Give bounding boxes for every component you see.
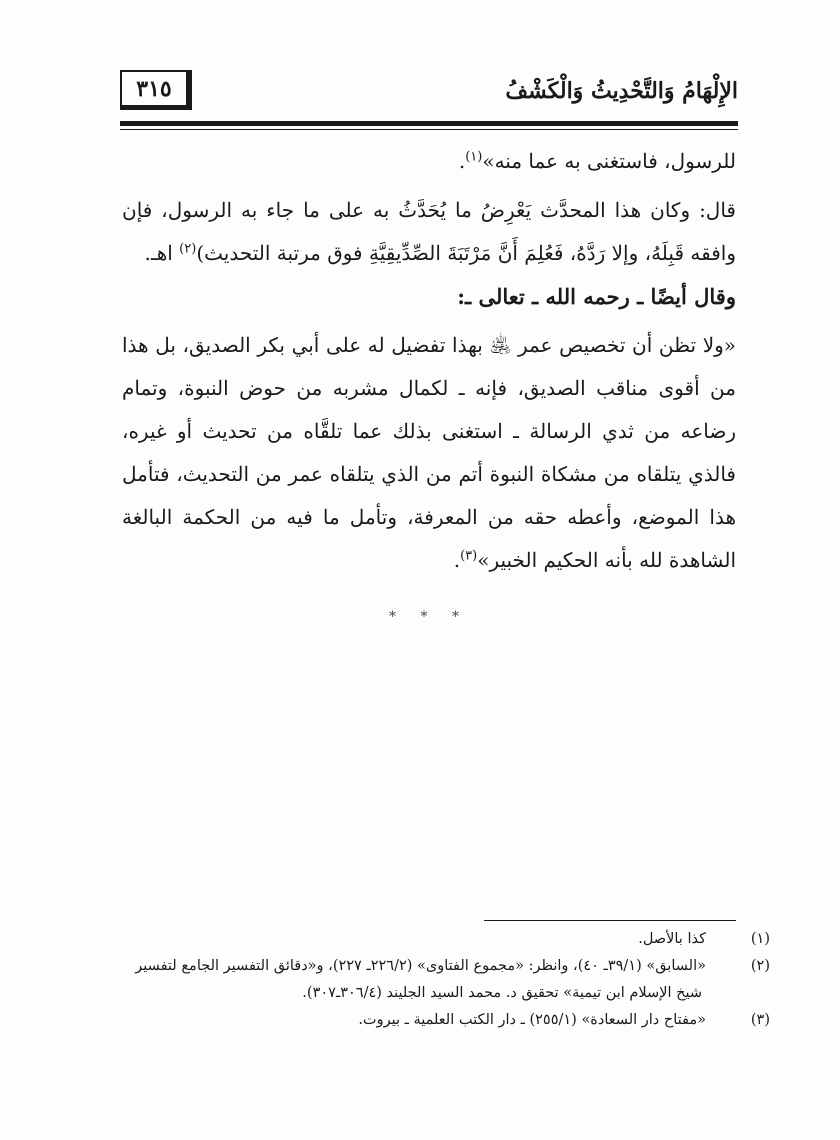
footnote-2-number: (٢)	[750, 958, 770, 974]
footnote-3-text: «مفتاح دار السعادة» (٢٥٥/١) ـ دار الكتب العلمية ـ بيروت.	[358, 1012, 706, 1028]
running-title: الإِلْهَامُ وَالتَّحْدِيثُ وَالْكَشْفُ	[505, 78, 738, 104]
footnote-ref-1: (١)	[465, 149, 483, 165]
sub-heading: وقال أيضًا ـ رحمه الله ـ تعالى ـ:	[457, 284, 736, 309]
footnote-3-number: (٣)	[750, 1012, 770, 1028]
paragraph-3	[122, 324, 736, 582]
footnote-2	[122, 953, 770, 1007]
paragraph-1	[122, 140, 736, 183]
footnote-ref-2: (٢)	[179, 241, 197, 257]
paragraph-2	[122, 189, 736, 275]
footnote-1-number: (١)	[750, 931, 770, 947]
footnotes	[122, 926, 770, 1034]
footnote-1	[122, 926, 770, 953]
page-header	[120, 68, 738, 120]
footnote-ref-3: (٣)	[460, 548, 478, 564]
section-separator: * * *	[389, 609, 469, 625]
paragraph-2-end: اهـ.	[144, 241, 180, 265]
paragraph-3-text: «ولا تظن أن تخصيص عمر ﵁ بهذا تفضيل له على أبي بكر الصديق، بل هذا من أقوى مناقب الصديق، فإنه ـ لكمال مشربه من حوض النبوة، وتمام رضاعه من ثدي الرسالة ـ استغنى بذلك عما تلقَّاه من تحديث أو غيره، فالذي يتلقاه من مشكاة النبوة أتم من الذي يتلقاه عمر من التحديث، فتأمل هذا الموضع، وأعطه حقه من المعرفة، وتأمل ما فيه من الحكمة البالغة الشاهدة لله بأنه الحكيم الخبير»	[122, 333, 736, 572]
main-text	[122, 140, 736, 639]
header-rule-thin	[120, 129, 738, 130]
footnote-rule	[484, 920, 736, 921]
paragraph-3-end: .	[453, 548, 461, 572]
page-number: ٣١٥	[120, 70, 192, 110]
footnote-3	[122, 1007, 770, 1034]
header-rule-thick	[120, 121, 738, 126]
paragraph-1-end: .	[458, 149, 466, 173]
paragraph-2-text: قال: وكان هذا المحدَّث يَعْرِضُ ما يُحَدَّثُ به على ما جاء به الرسول، فإن وافقه قَبِلَهُ، وإلا رَدَّهُ، فَعُلِمَ أَنَّ مَرْتَبَةَ الصِّدِّيقِيَّةِ فوق مرتبة التحديث)	[122, 198, 736, 265]
paragraph-1-text: للرسول، فاستغنى به عما منه»	[482, 149, 736, 173]
footnote-2-text: «السابق» (٣٩/١ـ ٤٠)، وانظر: «مجموع الفتاوى» (٢٢٦/٢ـ ٢٢٧)، و«دقائق التفسير الجامع لتفسير شيخ الإسلام ابن تيمية» تحقيق د. محمد السيد الجليند (٣٠٦/٤ـ٣٠٧).	[135, 958, 706, 1001]
footnote-1-text: كذا بالأصل.	[638, 931, 706, 947]
